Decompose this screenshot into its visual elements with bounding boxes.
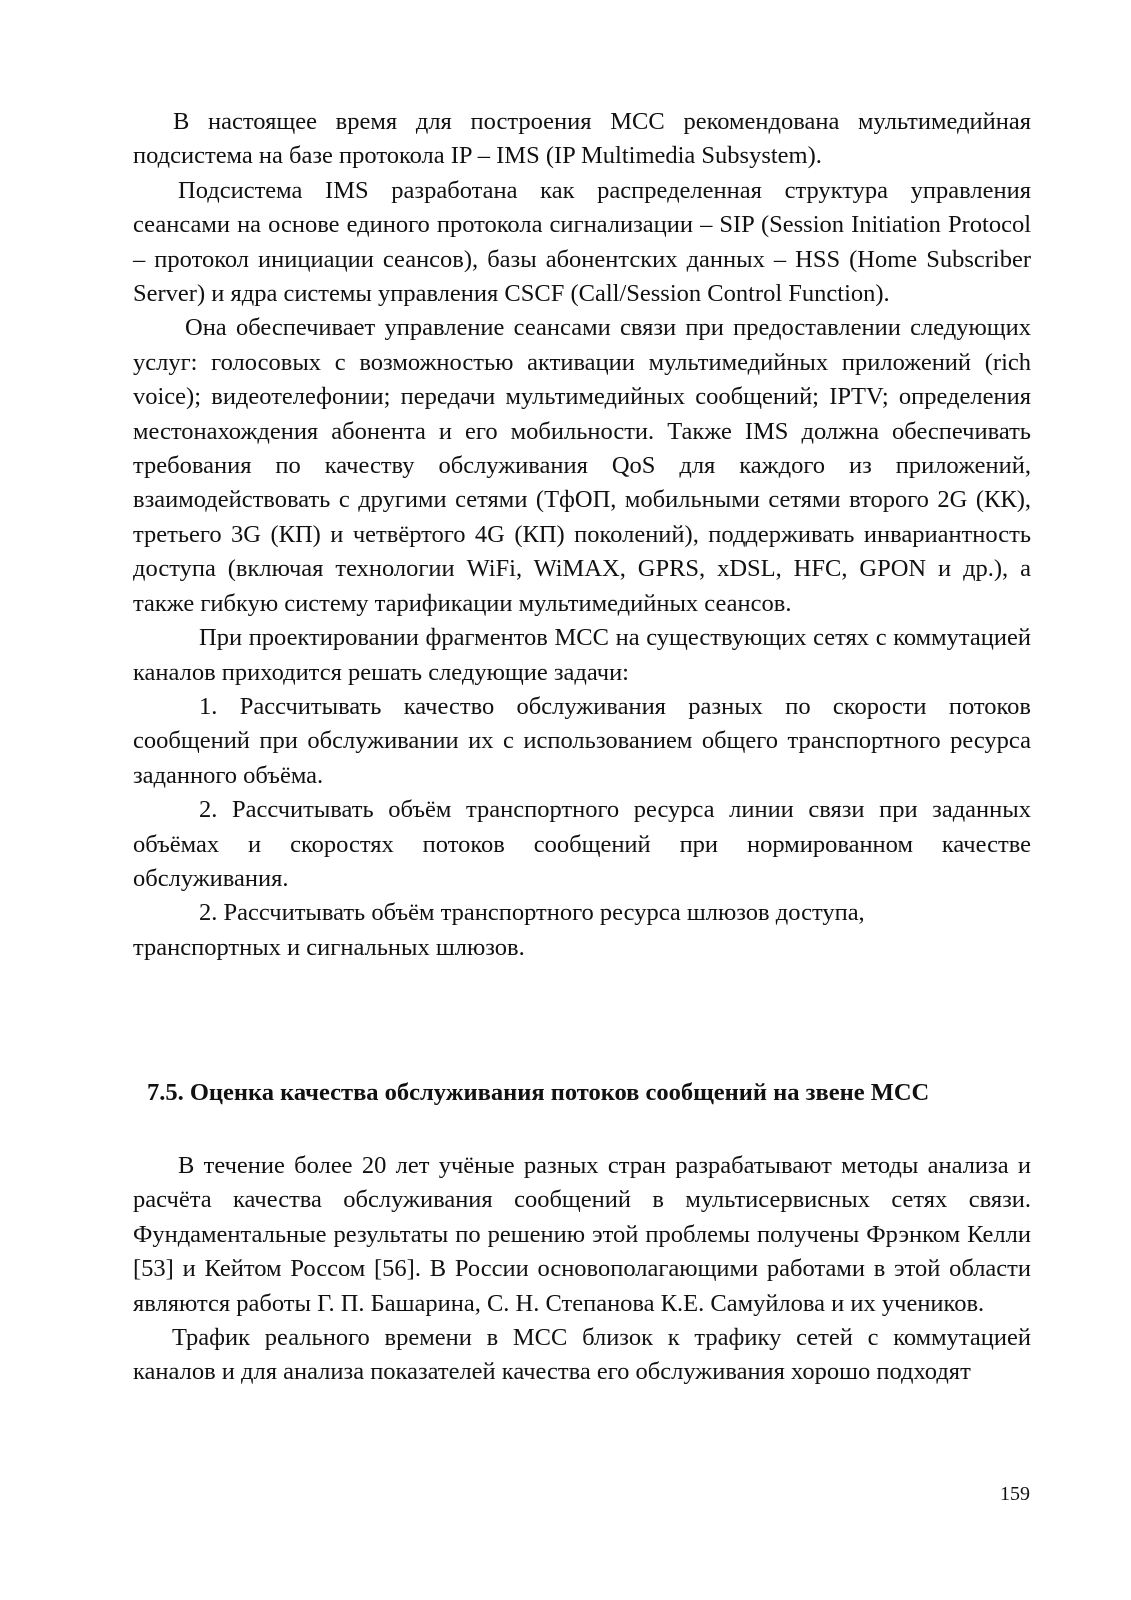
paragraph-realtime-traffic: Трафик реального времени в МСС близок к трафику сетей с коммутацией каналов и для анализа показателей качества его обслуживания хорошо подходят	[133, 1324, 1031, 1386]
paragraph-ims-services: Она обеспечивает управление сеансами связи при предоставлении следующих услуг: голосовых с возможностью активации мультимедийных приложений (rich voice); видеотелефонии; передачи мультимедийных сообщений; IPTV; определения местонахождения абонента и его мобильности. Также IMS должна обеспечивать требования по качеству обслуживания QoS для каждого из приложений, взаимодействовать с другими сетями (ТфОП, мобильными сетями второго 2G (КК), третьего 3G (КП) и четвёртого 4G (КП) поколений), поддерживать инвариантность доступа (включая технологии WiFi, WiMAX, GPRS, xDSL, HFC, GPON и др.), а также гибкую систему тарификации мультимедийных сеансов.	[133, 314, 1031, 617]
document-body-section	[133, 1149, 1031, 1390]
list-item-task-2: 2. Рассчитывать объём транспортного ресурса линии связи при заданных объёмах и скоростях потоков сообщений при нормированном качестве обслуживания.	[133, 796, 1031, 892]
list-item-task-1: 1. Рассчитывать качество обслуживания разных по скорости потоков сообщений при обслуживании их с использованием общего транспортного ресурса заданного объёма.	[133, 692, 1031, 789]
paragraph-design-tasks: При проектировании фрагментов МСС на существующих сетях с коммутацией каналов приходится решать следующие задачи:	[133, 624, 1031, 686]
list-item-task-3-continued: транспортных и сигнальных шлюзов.	[133, 933, 525, 961]
paragraph-ims-intro: В настоящее время для построения МСС рекомендована мультимедийная подсистема на базе протокола IP – IMS (IP Multimedia Subsystem).	[133, 108, 1031, 170]
paragraph-ims-structure: Подсистема IMS разработана как распределенная структура управления сеансами на основе единого протокола сигнализации – SIP (Session Initiation Protocol – протокол инициации сеансов), базы абонентских данных – HSS (Home Subscriber Server) и ядра системы управления CSCF (Call/Session Control Function).	[133, 176, 1031, 308]
paragraph-research-history: В течение более 20 лет учёные разных стран разрабатывают методы анализа и расчёта качества обслуживания сообщений в мультисервисных сетях связи. Фундаментальные результаты по решению этой проблемы получены Фрэнком Келли [53] и Кейтом Россом [56]. В России основополагающими работами в этой области являются работы Г. П. Башарина, С. Н. Степанова К.Е. Самуйлова и их учеников.	[133, 1152, 1031, 1317]
list-item-task-3: 2. Рассчитывать объём транспортного ресурса шлюзов доступа,	[199, 899, 865, 927]
document-body-top	[133, 105, 1031, 965]
page-number: 159	[1000, 1483, 1030, 1505]
section-heading: 7.5. Оценка качества обслуживания потоков сообщений на звене МСС	[147, 1079, 930, 1106]
